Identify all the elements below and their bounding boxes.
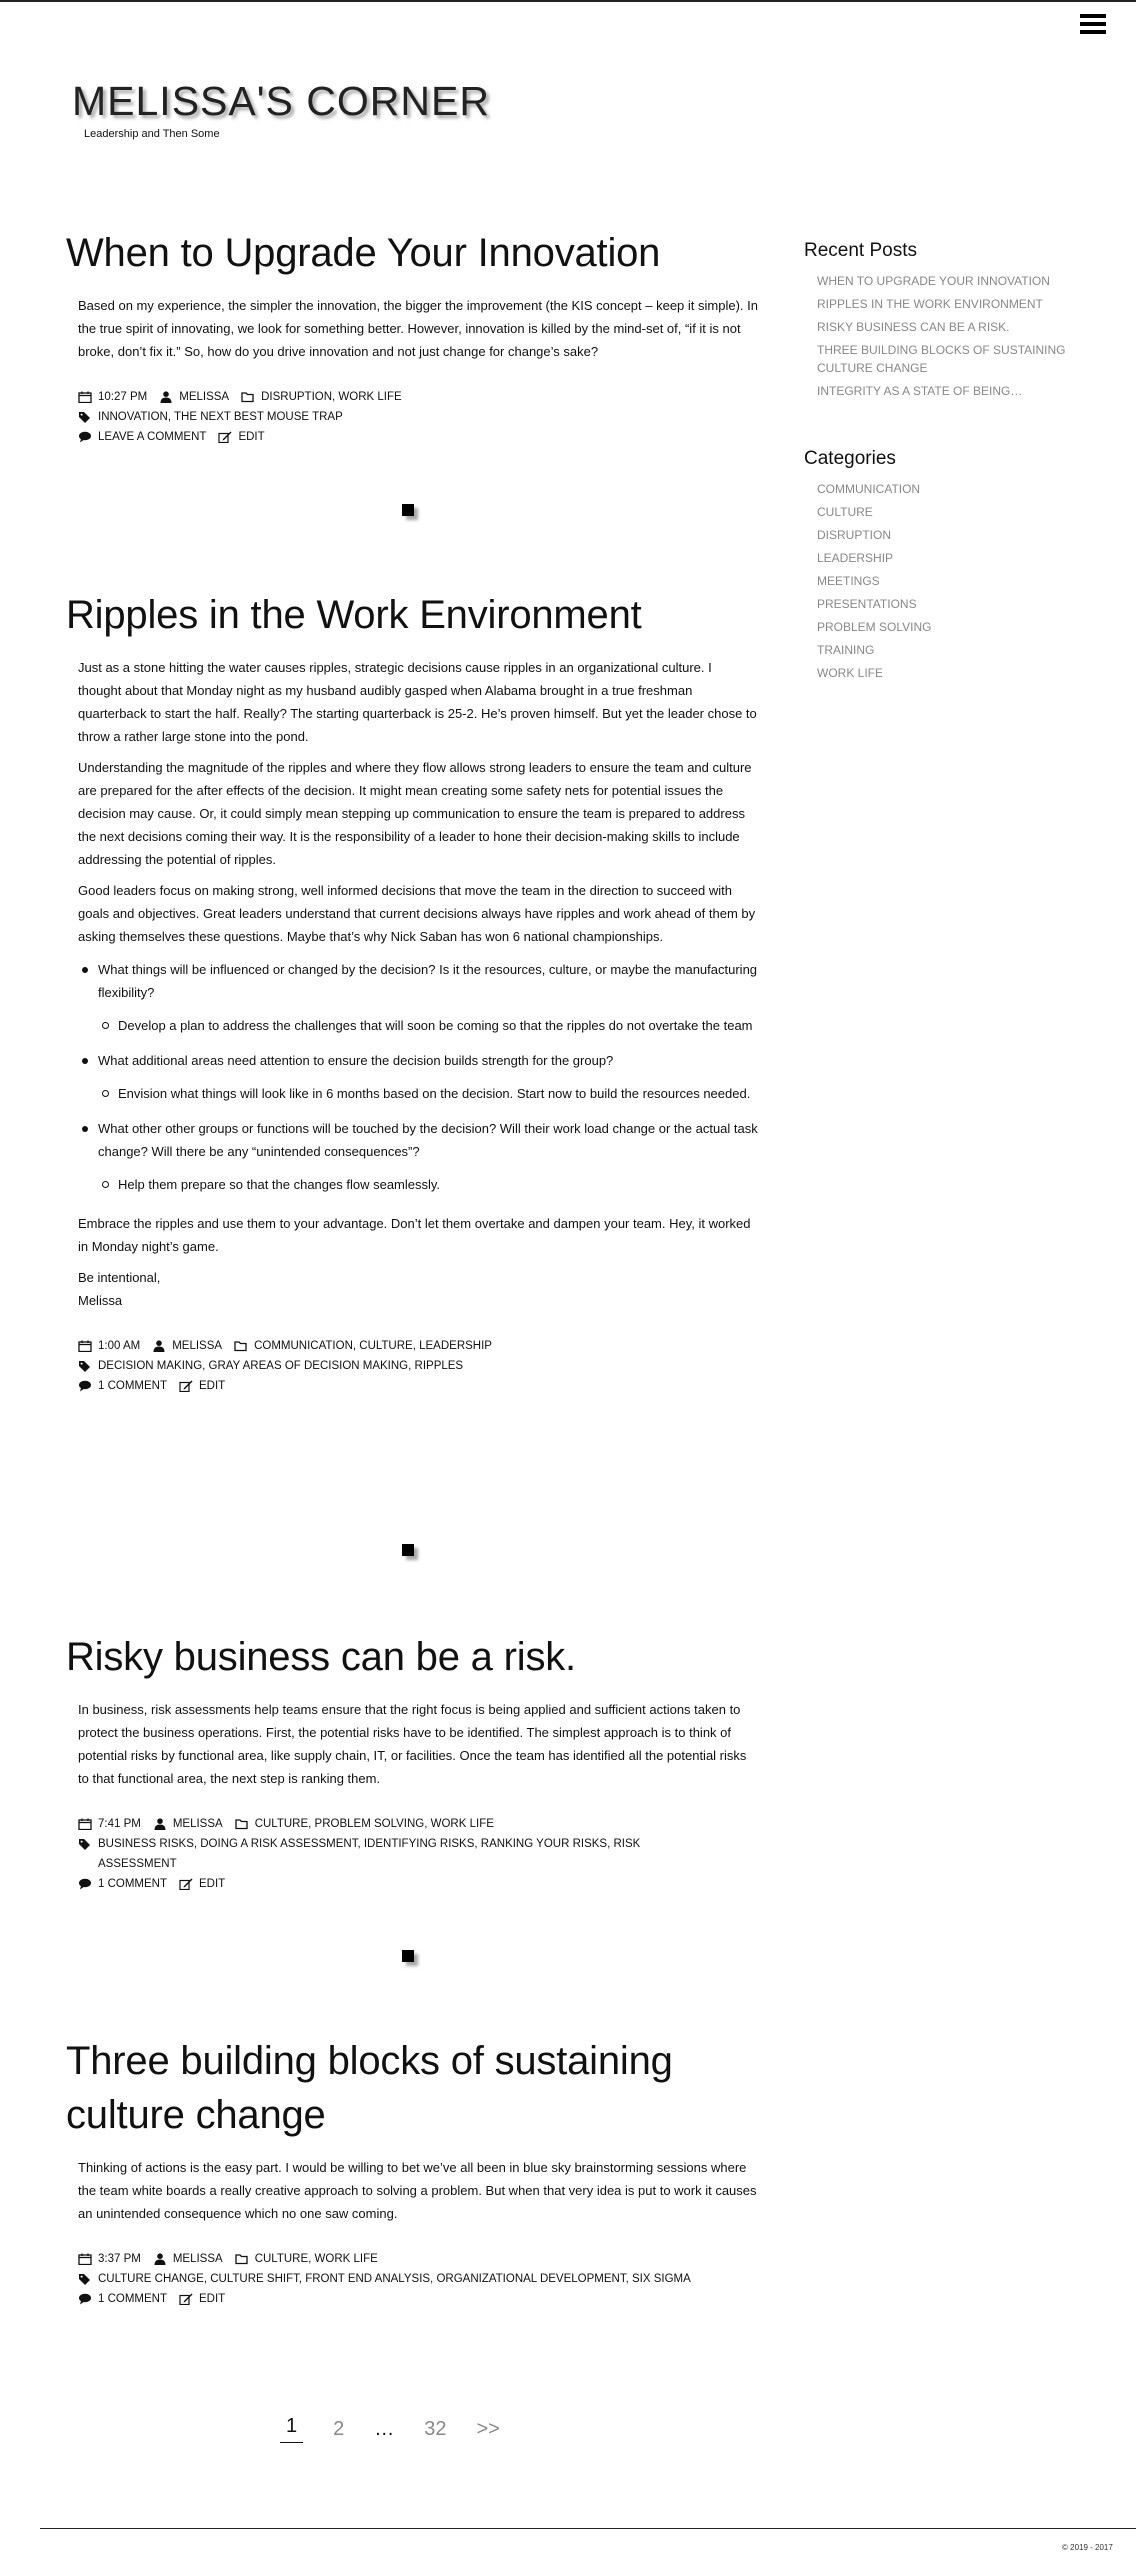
tags-icon — [78, 1360, 92, 1372]
post-author[interactable]: MELISSA — [172, 1340, 223, 1352]
post-comments-link[interactable]: 1 COMMENT — [98, 1878, 167, 1890]
recent-post-link[interactable]: RISKY BUSINESS CAN BE A RISK. — [817, 320, 1010, 334]
recent-posts-heading: Recent Posts — [804, 240, 917, 261]
sub-list-item: Develop a plan to address the challenges that will soon be coming so that the ripples do not overtake the team — [98, 1014, 758, 1037]
category-link[interactable]: LEADERSHIP — [817, 551, 894, 565]
top-border — [0, 0, 1136, 2]
post-separator — [402, 504, 414, 516]
post-title[interactable]: Three building blocks of sustaining culture change — [66, 2039, 673, 2137]
signoff-name: Melissa — [78, 1293, 123, 1308]
page-ellipsis: … — [374, 2417, 395, 2440]
post-title[interactable]: Risky business can be a risk. — [66, 1635, 576, 1679]
folder-icon — [241, 391, 255, 403]
tags-icon — [78, 411, 92, 423]
edit-icon — [179, 1878, 193, 1890]
comment-icon — [78, 1878, 92, 1890]
post-meta — [78, 1336, 766, 1396]
post-excerpt — [78, 294, 758, 363]
category-link[interactable]: PROBLEM SOLVING — [817, 620, 932, 634]
recent-posts-list — [817, 270, 1104, 403]
post-edit-link[interactable]: EDIT — [199, 2293, 226, 2305]
post-edit-link[interactable]: EDIT — [199, 1878, 226, 1890]
folder-icon — [235, 2253, 249, 2265]
sidebar-recent-posts — [804, 240, 1104, 403]
sub-list-item: Help them prepare so that the changes flow seamlessly. — [98, 1173, 758, 1196]
category-link[interactable]: PRESENTATIONS — [817, 597, 917, 611]
page-link-last[interactable]: 32 — [424, 2417, 447, 2440]
tags-icon — [78, 1838, 92, 1850]
category-link[interactable]: COMMUNICATION — [817, 482, 921, 496]
edit-icon — [179, 1380, 193, 1392]
post-tags[interactable]: DECISION MAKING, GRAY AREAS OF DECISION MAKING, RIPPLES — [98, 1360, 464, 1372]
post-categories[interactable]: DISRUPTION, WORK LIFE — [261, 391, 402, 403]
post-categories[interactable]: CULTURE, PROBLEM SOLVING, WORK LIFE — [254, 1818, 494, 1830]
folder-icon — [235, 1818, 249, 1830]
user-icon — [152, 1340, 166, 1352]
post-time[interactable]: 10:27 PM — [98, 391, 148, 403]
post-comments-link[interactable]: LEAVE A COMMENT — [98, 431, 207, 443]
post-title[interactable]: When to Upgrade Your Innovation — [66, 231, 661, 275]
post-meta — [78, 1814, 766, 1894]
post-excerpt — [78, 2156, 758, 2225]
pagination — [280, 2415, 530, 2443]
post-time[interactable]: 1:00 AM — [98, 1340, 141, 1352]
post-edit-link[interactable]: EDIT — [199, 1380, 226, 1392]
paragraph: Thinking of actions is the easy part. I would be willing to bet we’ve all been in blue sky brainstorming sessions where the team white boards a really creative approach to solving a problem. But when that very idea is put to work it causes an unintended consequence which no one saw coming. — [78, 2160, 757, 2221]
post-meta — [78, 387, 766, 447]
post-tags[interactable]: CULTURE CHANGE, CULTURE SHIFT, FRONT END ANALYSIS, ORGANIZATIONAL DEVELOPMENT, SIX SIGMA — [98, 2273, 691, 2285]
page-link[interactable]: 2 — [333, 2417, 345, 2440]
user-icon — [153, 2253, 167, 2265]
paragraph: In business, risk assessments help teams ensure that the right focus is being applied and sufficient actions taken to protect the business operations. First, the potential risks have to be identified. The simplest approach is to think of potential risks by functional area, like supply chain, IT, or facilities. Once the team has identified all the potential risks to that functional area, the next step is ranking them. — [78, 1702, 747, 1786]
paragraph: Good leaders focus on making strong, well informed decisions that move the team in the direction to succeed with goals and objectives. Great leaders understand that current decisions always have ripples and work ahead of them by asking themselves these questions. Maybe that’s why Nick Saban has won 6 national championships. — [78, 883, 756, 944]
post-meta — [78, 2249, 766, 2309]
question-list — [78, 958, 758, 1196]
list-item — [78, 958, 758, 1037]
post-separator — [402, 1544, 414, 1556]
categories-list — [817, 478, 1104, 685]
next-page-link[interactable]: >> — [476, 2417, 500, 2440]
page-current[interactable]: 1 — [280, 2415, 303, 2443]
paragraph: Based on my experience, the simpler the innovation, the bigger the improvement (the KIS concept – keep it simple). In the true spirit of innovating, we look for something better. However, innovation is killed by the mind-set of, “if it is not broke, don’t fix it.” So, how do you drive innovation and not just change for change’s sake? — [78, 298, 758, 359]
edit-icon — [218, 431, 232, 443]
hamburger-menu-icon[interactable] — [1080, 14, 1106, 34]
category-link[interactable]: TRAINING — [817, 643, 875, 657]
list-item-text: What things will be influenced or changed by the decision? Is it the resources, culture, or maybe the manufacturing flexibility? — [98, 962, 758, 1000]
signoff — [78, 1266, 758, 1312]
list-item-text: What additional areas need attention to ensure the decision builds strength for the group? — [98, 1053, 614, 1068]
post — [66, 588, 766, 1396]
post-categories[interactable]: CULTURE, WORK LIFE — [254, 2253, 378, 2265]
calendar-icon — [78, 1340, 92, 1352]
post-content — [78, 656, 758, 1312]
calendar-icon — [78, 391, 92, 403]
comment-icon — [78, 1380, 92, 1392]
post — [66, 2034, 766, 2309]
post-edit-link[interactable]: EDIT — [238, 431, 265, 443]
tags-icon — [78, 2273, 92, 2285]
paragraph: Embrace the ripples and use them to your advantage. Don’t let them overtake and dampen your team. Hey, it worked in Monday night’s game. — [78, 1216, 751, 1254]
category-link[interactable]: CULTURE — [817, 505, 873, 519]
sub-list-item: Envision what things will look like in 6 months based on the decision. Start now to build the resources needed. — [98, 1082, 758, 1105]
list-item — [78, 1049, 758, 1105]
category-link[interactable]: DISRUPTION — [817, 528, 892, 542]
post-title[interactable]: Ripples in the Work Environment — [66, 593, 642, 637]
folder-icon — [234, 1340, 248, 1352]
sidebar-categories — [804, 448, 1104, 685]
post-excerpt — [78, 1698, 758, 1790]
post-author[interactable]: MELISSA — [179, 391, 230, 403]
categories-heading: Categories — [804, 448, 896, 469]
post-comments-link[interactable]: 1 COMMENT — [98, 1380, 167, 1392]
recent-post-link[interactable]: RIPPLES IN THE WORK ENVIRONMENT — [817, 297, 1043, 311]
list-item-text: What other other groups or functions will be touched by the decision? Will their work load change or the actual task change? Will there be any “unintended consequences”? — [98, 1121, 758, 1159]
post-categories[interactable]: COMMUNICATION, CULTURE, LEADERSHIP — [254, 1340, 492, 1352]
copyright: © 2019 - 2017 — [1062, 2543, 1113, 2552]
post-tags[interactable]: INNOVATION, THE NEXT BEST MOUSE TRAP — [98, 411, 343, 423]
list-item — [78, 1117, 758, 1196]
post — [66, 226, 766, 447]
comment-icon — [78, 431, 92, 443]
category-link[interactable]: WORK LIFE — [817, 666, 884, 680]
site-title[interactable]: MELISSA'S CORNER — [72, 78, 490, 124]
signoff-line: Be intentional, — [78, 1270, 161, 1285]
post-comments-link[interactable]: 1 COMMENT — [98, 2293, 167, 2305]
footer-divider — [40, 2528, 1136, 2529]
user-icon — [159, 391, 173, 403]
edit-icon — [179, 2293, 193, 2305]
paragraph: Just as a stone hitting the water causes ripples, strategic decisions cause ripples in an organizational culture. I thought about that Monday night as my husband audibly gasped when Alabama brought in a true freshman quarterback to start the half. Really? The starting quarterback is 25-2. He’s proven himself. But yet the leader chose to throw a rather large stone into the pond. — [78, 660, 757, 744]
calendar-icon — [78, 1818, 92, 1830]
post — [66, 1630, 766, 1894]
site-tagline: Leadership and Then Some — [84, 128, 220, 140]
calendar-icon — [78, 2253, 92, 2265]
post-tags[interactable]: BUSINESS RISKS, DOING A RISK ASSESSMENT, IDENTIFYING RISKS, RANKING YOUR RISKS, RISK ASSESSMENT — [98, 1838, 641, 1870]
recent-post-link[interactable]: THREE BUILDING BLOCKS OF SUSTAINING CULTURE CHANGE — [817, 343, 1066, 375]
recent-post-link[interactable]: INTEGRITY AS A STATE OF BEING… — [817, 384, 1023, 398]
post-separator — [402, 1950, 414, 1962]
paragraph: Understanding the magnitude of the ripples and where they flow allows strong leaders to ensure the team and culture are prepared for the after effects of the decision. It might mean creating some safety nets for potential issues the decision may cause. Or, it could simply mean stepping up communication to ensure the team is prepared to address the next decisions coming their way. It is the responsibility of a leader to hone their decision-making skills to include addressing the potential of ripples. — [78, 760, 752, 867]
user-icon — [153, 1818, 167, 1830]
category-link[interactable]: MEETINGS — [817, 574, 880, 588]
post-time[interactable]: 7:41 PM — [98, 1818, 141, 1830]
post-author[interactable]: MELISSA — [172, 1818, 223, 1830]
comment-icon — [78, 2293, 92, 2305]
post-author[interactable]: MELISSA — [172, 2253, 223, 2265]
post-time[interactable]: 3:37 PM — [98, 2253, 141, 2265]
recent-post-link[interactable]: WHEN TO UPGRADE YOUR INNOVATION — [817, 274, 1050, 288]
